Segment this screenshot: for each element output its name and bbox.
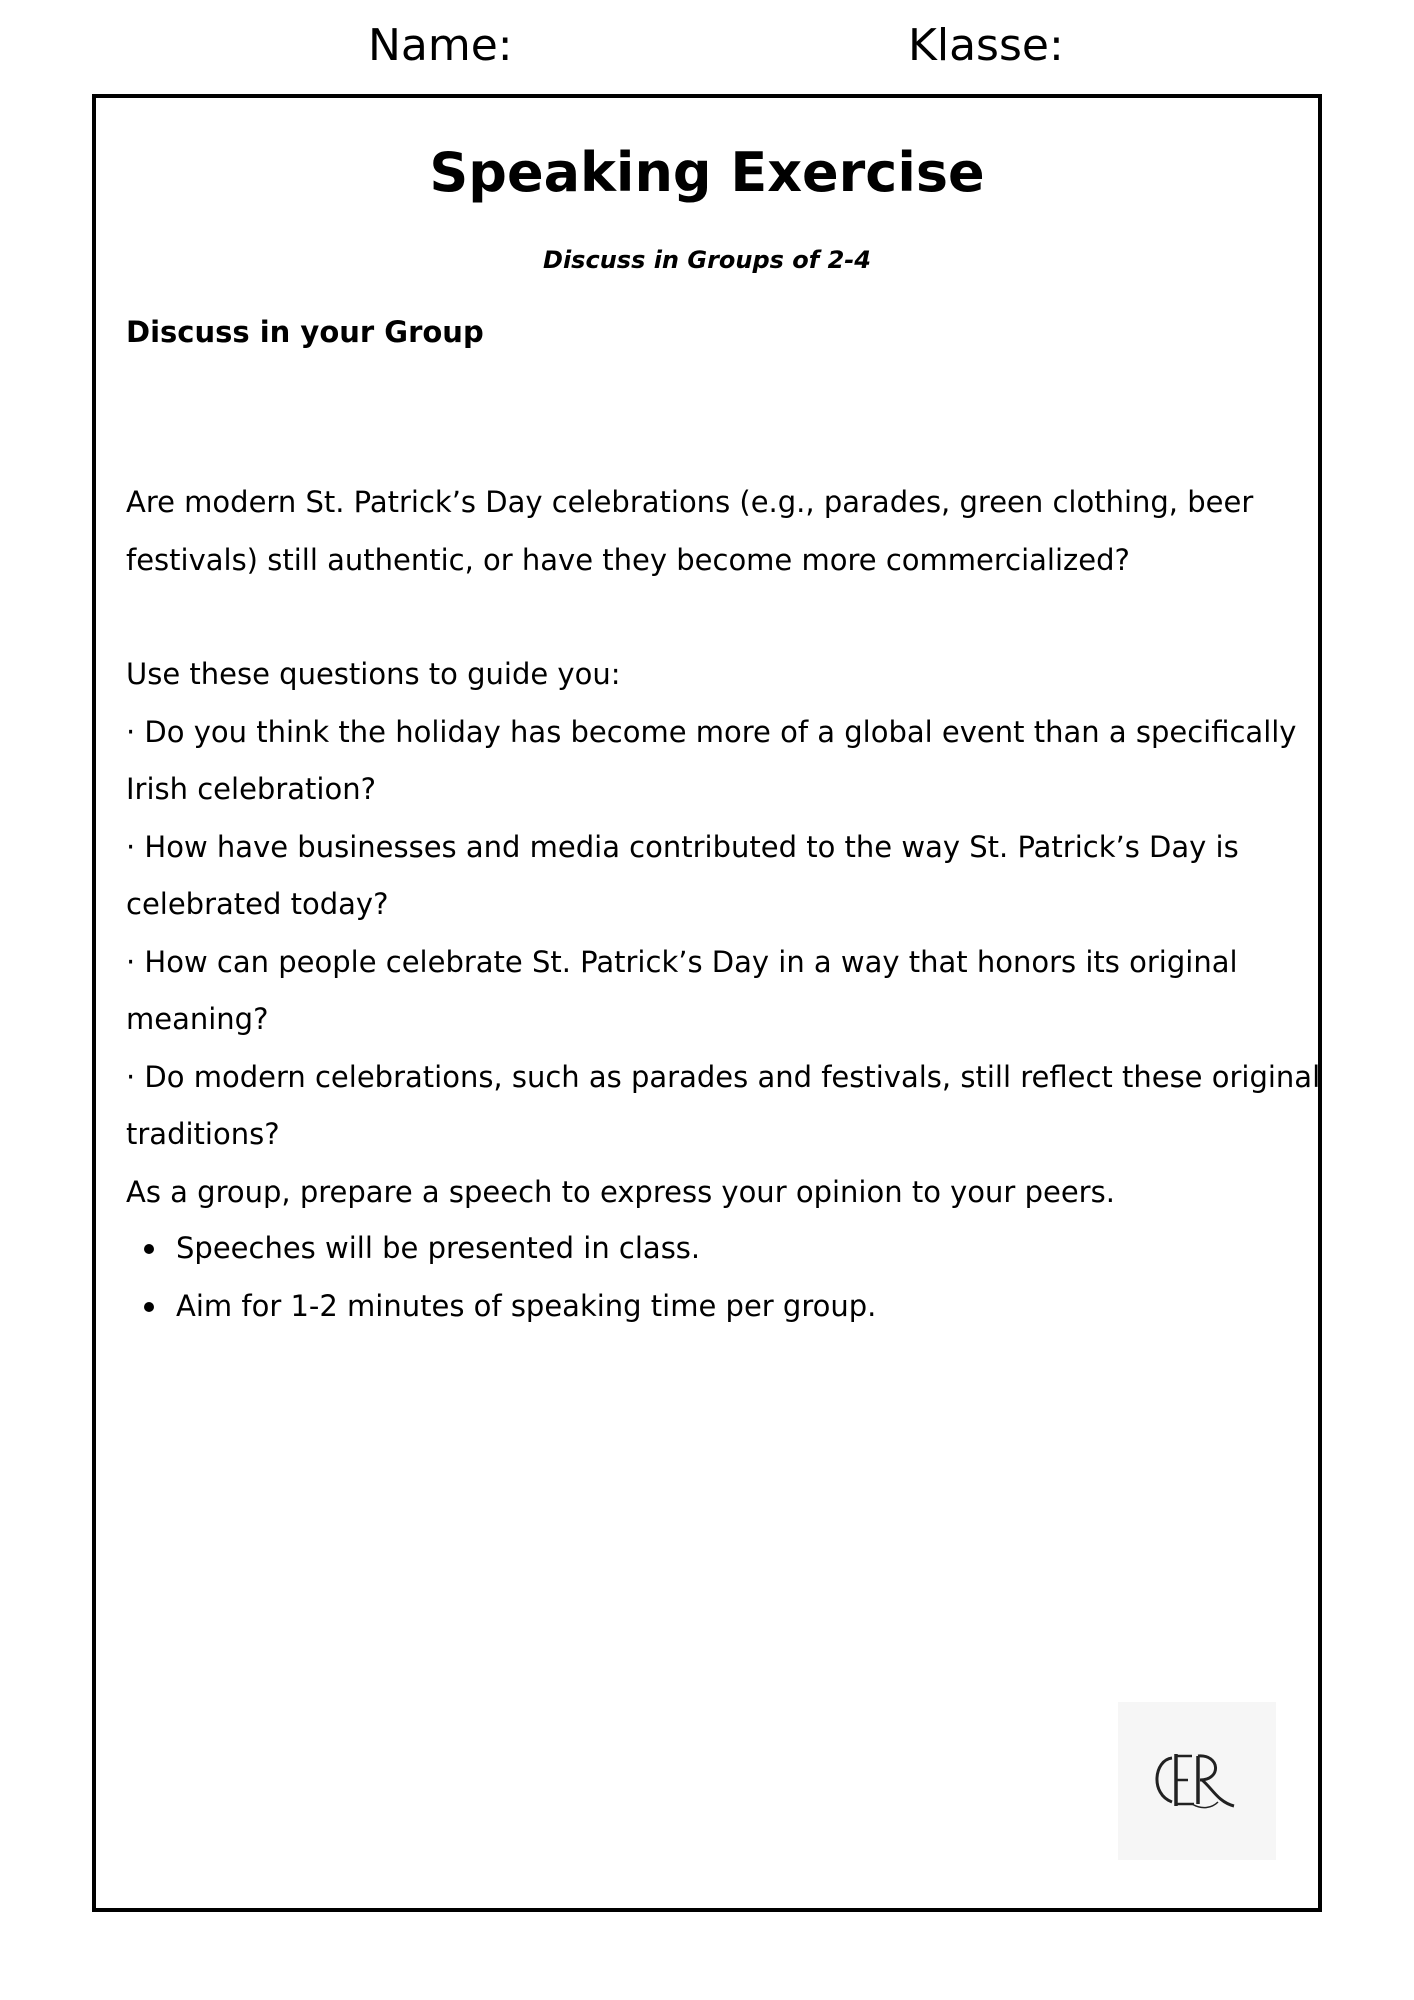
bullet-icon [144, 1302, 154, 1312]
guide-question-line: · Do modern celebrations, such as parades and festivals, still reflect these original [126, 1059, 1321, 1094]
guide-question-line: · How have businesses and media contributed to the way St. Patrick’s Day is [126, 829, 1239, 864]
logo [1118, 1702, 1276, 1860]
page-subtitle: Discuss in Groups of 2-4 [543, 246, 871, 274]
task-bullet-list [126, 1220, 876, 1335]
list-item-text: Speeches will be presented in class. [176, 1231, 701, 1265]
page-title: Speaking Exercise [429, 141, 985, 204]
guide-question-line: meaning? [126, 1002, 269, 1036]
section-heading: Discuss in your Group [126, 315, 484, 349]
main-question [126, 474, 1286, 589]
bullet-icon [144, 1244, 154, 1254]
guide-question-line: celebrated today? [126, 887, 389, 921]
list-item [126, 1220, 876, 1278]
monogram-logo-icon [1142, 1736, 1252, 1826]
list-item-text: Aim for 1-2 minutes of speaking time per group. [176, 1288, 877, 1323]
guide-question-line: Irish celebration? [126, 772, 376, 806]
name-label: Name: [368, 20, 513, 71]
main-question-line: Are modern St. Patrick’s Day celebrations (e.g., parades, green clothing, beer [126, 485, 1254, 519]
guide-question-line: · How can people celebrate St. Patrick’s Day in a way that honors its original [126, 944, 1238, 979]
guide-questions [126, 646, 1321, 1221]
guide-question-line: · Do you think the holiday has become more of a global event than a specifically [126, 714, 1297, 749]
guide-intro: Use these questions to guide you: [126, 657, 621, 691]
main-question-line: festivals) still authentic, or have they become more commercialized? [126, 542, 1130, 577]
class-label: Klasse: [908, 20, 1064, 71]
list-item [126, 1278, 876, 1336]
guide-question-line: traditions? [126, 1117, 280, 1151]
task-instruction: As a group, prepare a speech to express your opinion to your peers. [126, 1174, 1115, 1209]
